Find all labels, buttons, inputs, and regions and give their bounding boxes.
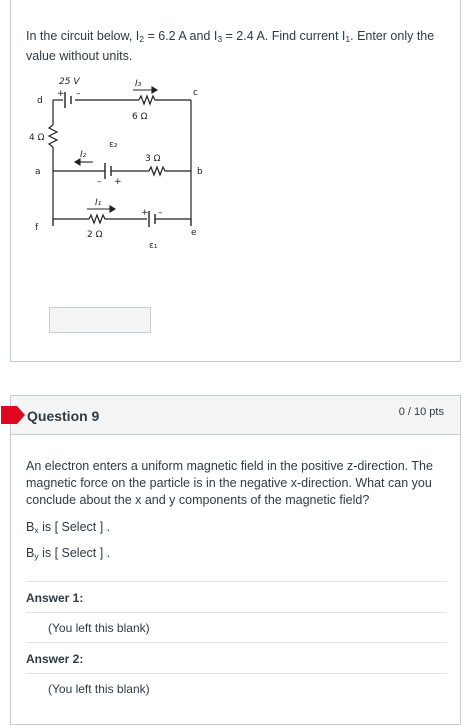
emf-top-label: 25 V <box>59 77 80 87</box>
minus-e1: – <box>158 208 163 218</box>
minus-top: – <box>76 89 81 99</box>
r-mid-label: 3 Ω <box>145 154 161 164</box>
minus-e2: – <box>97 177 102 187</box>
e2-label: ε₂ <box>109 140 118 150</box>
answer-1-value: (You left this blank) <box>48 621 150 635</box>
by-select[interactable]: is [ Select ] . <box>38 546 111 560</box>
e1-label: ε₁ <box>149 241 158 251</box>
i3-label: I₃ <box>135 79 142 89</box>
i1-label: I₁ <box>95 198 102 208</box>
question-9-text: An electron enters a uniform magnetic field in the positive z-direction. The magnetic force on the particle is in the negative x-direction. What can you conclude about the x and y components of the magnetic field? <box>26 459 433 507</box>
node-e: e <box>191 228 197 238</box>
node-d: d <box>37 96 43 106</box>
by-select-line: $B_y$ is [ Select ] . <box>26 546 111 561</box>
node-f: f <box>35 223 39 233</box>
circuit-diagram <box>29 70 229 260</box>
answer-1-label: Answer 1: <box>26 591 84 605</box>
bx-select-line: $B_x$ is [ Select ] . <box>26 520 111 535</box>
node-b: b <box>197 167 203 177</box>
answer-2-label: Answer 2: <box>26 652 84 666</box>
answer-input[interactable] <box>49 307 151 333</box>
question-9-points: 0 / 10 pts <box>398 406 444 418</box>
r-left-label: 4 Ω <box>29 133 45 143</box>
answer-2-value: (You left this blank) <box>48 682 150 696</box>
question-8-card <box>10 0 461 362</box>
node-c: c <box>193 88 198 98</box>
incorrect-flag-icon <box>1 406 17 424</box>
divider <box>26 612 447 613</box>
question-9-card <box>10 395 461 725</box>
divider <box>26 581 447 582</box>
question-9-title: Question 9 <box>27 408 100 424</box>
r-top-label: 6 Ω <box>132 112 148 122</box>
node-a: a <box>35 167 41 177</box>
divider <box>26 673 447 674</box>
i2-label: I₂ <box>80 150 87 160</box>
question-8-text: In the circuit below, $I_2 = 6.2$ A and $I_3 = 2.4$ A. Find current $I_1$. Enter only the value without units. <box>26 29 435 63</box>
question-9-header <box>11 396 460 435</box>
plus-e1: + <box>141 208 149 218</box>
r-bottom-label: 2 Ω <box>87 230 103 240</box>
divider <box>26 642 447 643</box>
bx-select[interactable]: is [ Select ] . <box>38 520 111 534</box>
plus-top: + <box>57 89 65 99</box>
plus-e2: + <box>114 177 122 187</box>
